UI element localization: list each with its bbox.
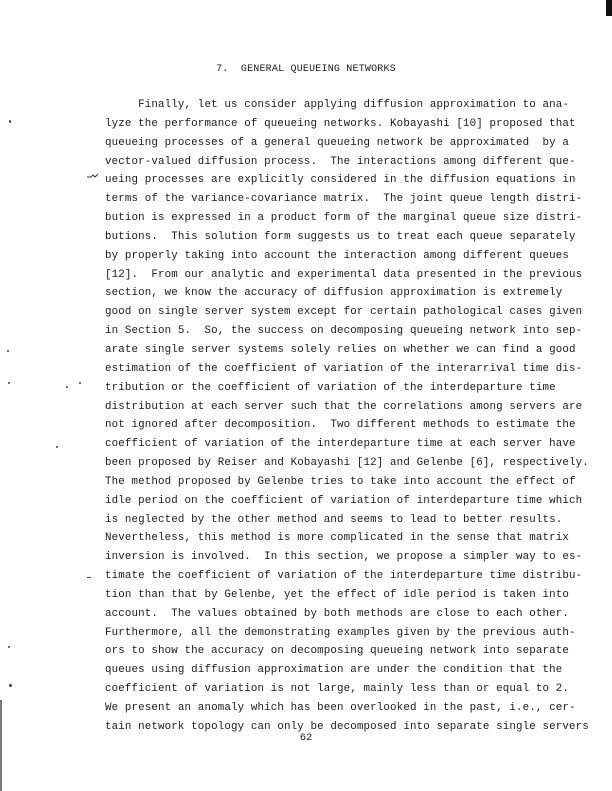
scan-speck (7, 350, 9, 352)
text-line: tribution or the coefficient of variation of the interdeparture time (105, 381, 556, 394)
text-line: bution is expressed in a product form of the marginal queue size distri- (105, 212, 583, 225)
text-line: is neglected by the other method and seems to lead to better results. (105, 513, 563, 526)
text-line: arate single server systems solely relies on whether we can find a good (105, 343, 576, 356)
text-line: timate the coefficient of variation of the interdeparture time distribu- (105, 570, 583, 583)
scan-scribble (86, 173, 100, 179)
text-line: [12]. From our analytic and experimental data presented in the previous (105, 268, 583, 281)
text-line: ors to show the accuracy on decomposing queueing network into separate (105, 645, 570, 658)
text-line: tain network topology can only be decomposed into separate single servers (105, 720, 589, 733)
scan-speck (79, 382, 81, 384)
text-line: estimation of the coefficient of variation of the interarrival time dis- (105, 362, 583, 375)
section-title: 7. GENERAL QUEUEING NETWORKS (216, 64, 396, 75)
text-line: not ignored after decomposition. Two different methods to estimate the (105, 419, 576, 432)
text-line: queueing processes of a general queueing network be approximated by a (105, 136, 570, 149)
text-line: idle period on the coefficient of variation of interdeparture time which (105, 494, 583, 507)
text-line: Furthermore, all the demonstrating examples given by the previous auth- (105, 626, 576, 639)
text-line: We present an anomaly which has been overlooked in the past, i.e., cer- (105, 702, 576, 714)
text-line: in Section 5. So, the success on decomposing queueing network into sep- (105, 325, 583, 338)
scan-speck (8, 646, 10, 648)
scan-speck (87, 577, 91, 578)
text-line: tion than that by Gelenbe, yet the effect of idle period is taken into (105, 588, 570, 601)
text-line: vector-valued diffusion process. The interactions among different que- (105, 155, 576, 168)
text-line: account. The values obtained by both methods are close to each other. (105, 607, 570, 620)
body-paragraph (105, 96, 589, 737)
text-line: coefficient of variation is not large, mainly less than or equal to 2. (105, 683, 570, 696)
text-line: butions. This solution form suggests us to treat each queue separately (105, 230, 576, 243)
text-line: inversion is involved. In this section, we propose a simpler way to es- (105, 551, 583, 564)
text-line: distribution at each server such that the correlations among servers are (105, 400, 583, 413)
text-line: ueing processes are explicitly considered in the diffusion equations in (105, 174, 576, 187)
text-line: lyze the performance of queueing networks. Kobayashi [10] proposed that (105, 117, 576, 130)
text-line: Finally, let us consider applying diffusion approximation to ana- (105, 99, 570, 111)
scan-corner-mark (606, 0, 612, 16)
text-line: Nevertheless, this method is more complicated in the sense that matrix (105, 532, 570, 545)
scan-speck (9, 684, 12, 687)
text-line: queues using diffusion approximation are under the condition that the (105, 664, 563, 677)
page-number: 62 (299, 732, 313, 744)
text-line: section, we know the accuracy of diffusion approximation is extremely (105, 287, 563, 300)
text-line: good on single server system except for certain pathological cases given (105, 306, 583, 319)
scan-speck (56, 446, 58, 448)
text-line: by properly taking into account the interaction among different queues (105, 249, 570, 262)
scan-speck (9, 120, 11, 123)
scan-speck (66, 386, 68, 388)
text-line: been proposed by Reiser and Kobayashi [12] and Gelenbe [6], respectively. (105, 457, 589, 470)
text-line: coefficient of variation of the interdeparture time at each server have (105, 438, 576, 451)
scan-edge-line (0, 700, 2, 791)
text-line: terms of the variance-covariance matrix. The joint queue length distri- (105, 193, 583, 206)
text-line: The method proposed by Gelenbe tries to take into account the effect of (105, 475, 576, 488)
scan-speck (8, 382, 10, 384)
